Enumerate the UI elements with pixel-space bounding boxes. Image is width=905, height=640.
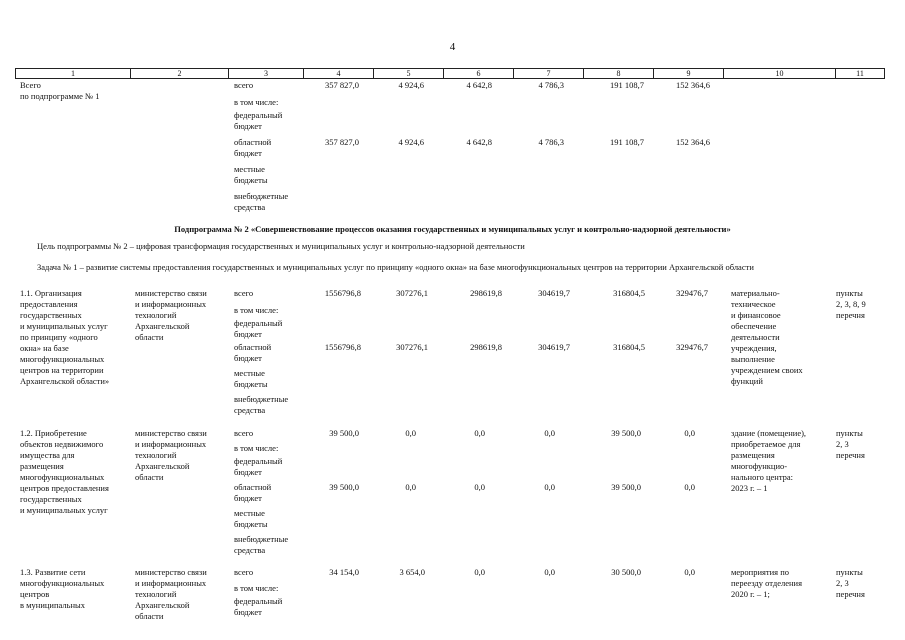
column-number: 5: [374, 69, 444, 79]
total-value: 39 500,0: [611, 428, 641, 438]
funding-label: внебюджетные средства: [234, 191, 289, 213]
activity-name: 1.1. Организация предоставления государственных и муниципальных услуг по принципу «одного окна» на базе многофункциональных центров на территории Архангельской области»: [20, 288, 110, 387]
executor: министерство связи и информационных технологий Архангельской области: [135, 288, 207, 343]
regional-value: 316804,5: [613, 342, 645, 352]
funding-label: всего: [234, 80, 254, 90]
total-value: 0,0: [544, 567, 555, 577]
regional-value: 304619,7: [538, 342, 570, 352]
regional-value: 307276,1: [396, 342, 428, 352]
total-value: 34 154,0: [329, 567, 359, 577]
regional-value: 4 642,8: [466, 137, 492, 147]
total-value: 4 786,3: [538, 80, 564, 90]
task-text: Задача № 1 – развитие системы предоставления государственных и муниципальных услуг по принципу «одного окна» на базе многофункциональных центров на территории Архангельской области: [37, 262, 754, 272]
total-value: 0,0: [684, 428, 695, 438]
expected-result: здание (помещение), приобретаемое для размещения многофункцио- нального центра: 2023 г. – 1: [731, 428, 807, 494]
funding-label: всего: [234, 428, 254, 438]
regional-value: 0,0: [544, 482, 555, 492]
regional-value: 39 500,0: [329, 482, 359, 492]
column-number: 11: [836, 69, 885, 79]
expected-result: мероприятия по переезду отделения 2020 г. – 1;: [731, 567, 802, 600]
goal-text: Цель подпрограммы № 2 – цифровая трансформация государственных и муниципальных услуг и контрольно-надзорной деятельности: [37, 241, 525, 251]
regional-value: 357 827,0: [325, 137, 359, 147]
total-value: 39 500,0: [329, 428, 359, 438]
executor: министерство связи и информационных технологий Архангельской области: [135, 428, 207, 483]
regional-value: 4 786,3: [538, 137, 564, 147]
regional-value: 298619,8: [470, 342, 502, 352]
funding-label: местные бюджеты: [234, 508, 268, 530]
total-value: 298619,8: [470, 288, 502, 298]
funding-label: федеральный бюджет: [234, 110, 283, 132]
regional-value: 152 364,6: [676, 137, 710, 147]
regional-value: 191 108,7: [610, 137, 644, 147]
total-value: 0,0: [405, 428, 416, 438]
total-value: 4 642,8: [466, 80, 492, 90]
regional-value: 39 500,0: [611, 482, 641, 492]
total-value: 1556796,8: [324, 288, 361, 298]
total-value: 0,0: [544, 428, 555, 438]
funding-label: областной бюджет: [234, 342, 272, 364]
list-items: пункты 2, 3 перечня: [836, 428, 865, 461]
subprogram-title: Подпрограмма № 2 «Совершенствование процессов оказания государственных и муниципальных услуг и контрольно-надзорной деятельности»: [174, 224, 731, 234]
total-value: 30 500,0: [611, 567, 641, 577]
funding-label: в том числе:: [234, 305, 279, 315]
column-number: 6: [444, 69, 514, 79]
funding-label: федеральный бюджет: [234, 456, 283, 478]
column-number: 4: [304, 69, 374, 79]
column-number: 1: [16, 69, 131, 79]
funding-label: внебюджетные средства: [234, 534, 289, 556]
total-value: 0,0: [474, 428, 485, 438]
list-items: пункты 2, 3 перечня: [836, 567, 865, 600]
column-number: 10: [724, 69, 836, 79]
column-number: 8: [584, 69, 654, 79]
total-value: 4 924,6: [398, 80, 424, 90]
total-value: 0,0: [684, 567, 695, 577]
funding-label: всего: [234, 288, 254, 298]
expected-result: материально- техническое и финансовое обеспечение деятельности учреждения, выполнение учреждением своих функций: [731, 288, 803, 387]
executor: министерство связи и информационных технологий Архангельской области: [135, 567, 207, 622]
table-header-row: [15, 68, 885, 79]
regional-value: 0,0: [474, 482, 485, 492]
total-value: 191 108,7: [610, 80, 644, 90]
funding-label: федеральный бюджет: [234, 318, 283, 340]
funding-label: местные бюджеты: [234, 164, 268, 186]
regional-value: 0,0: [684, 482, 695, 492]
activity-name: 1.3. Развитие сети многофункциональных центров в муниципальных: [20, 567, 105, 611]
total-value: 0,0: [474, 567, 485, 577]
total-row-name: Всего по подпрограмме № 1: [20, 80, 100, 102]
activity-name: 1.2. Приобретение объектов недвижимого имущества для размещения многофункциональных центров предоставления государственных и муниципальных услуг: [20, 428, 109, 516]
total-value: 329476,7: [676, 288, 708, 298]
total-value: 357 827,0: [325, 80, 359, 90]
column-number: 3: [229, 69, 304, 79]
funding-label: внебюджетные средства: [234, 394, 289, 416]
column-number: 9: [654, 69, 724, 79]
funding-label: федеральный бюджет: [234, 596, 283, 618]
funding-label: в том числе:: [234, 583, 279, 593]
total-value: 152 364,6: [676, 80, 710, 90]
regional-value: 0,0: [405, 482, 416, 492]
funding-label: всего: [234, 567, 254, 577]
total-value: 316804,5: [613, 288, 645, 298]
funding-label: областной бюджет: [234, 137, 272, 159]
column-number: 7: [514, 69, 584, 79]
funding-label: в том числе:: [234, 97, 279, 107]
total-value: 3 654,0: [399, 567, 425, 577]
funding-label: в том числе:: [234, 443, 279, 453]
regional-value: 4 924,6: [398, 137, 424, 147]
column-number: 2: [131, 69, 229, 79]
list-items: пункты 2, 3, 8, 9 перечня: [836, 288, 866, 321]
total-value: 304619,7: [538, 288, 570, 298]
regional-value: 1556796,8: [324, 342, 361, 352]
total-value: 307276,1: [396, 288, 428, 298]
regional-value: 329476,7: [676, 342, 708, 352]
funding-label: местные бюджеты: [234, 368, 268, 390]
funding-label: областной бюджет: [234, 482, 272, 504]
page-number: 4: [449, 41, 456, 53]
